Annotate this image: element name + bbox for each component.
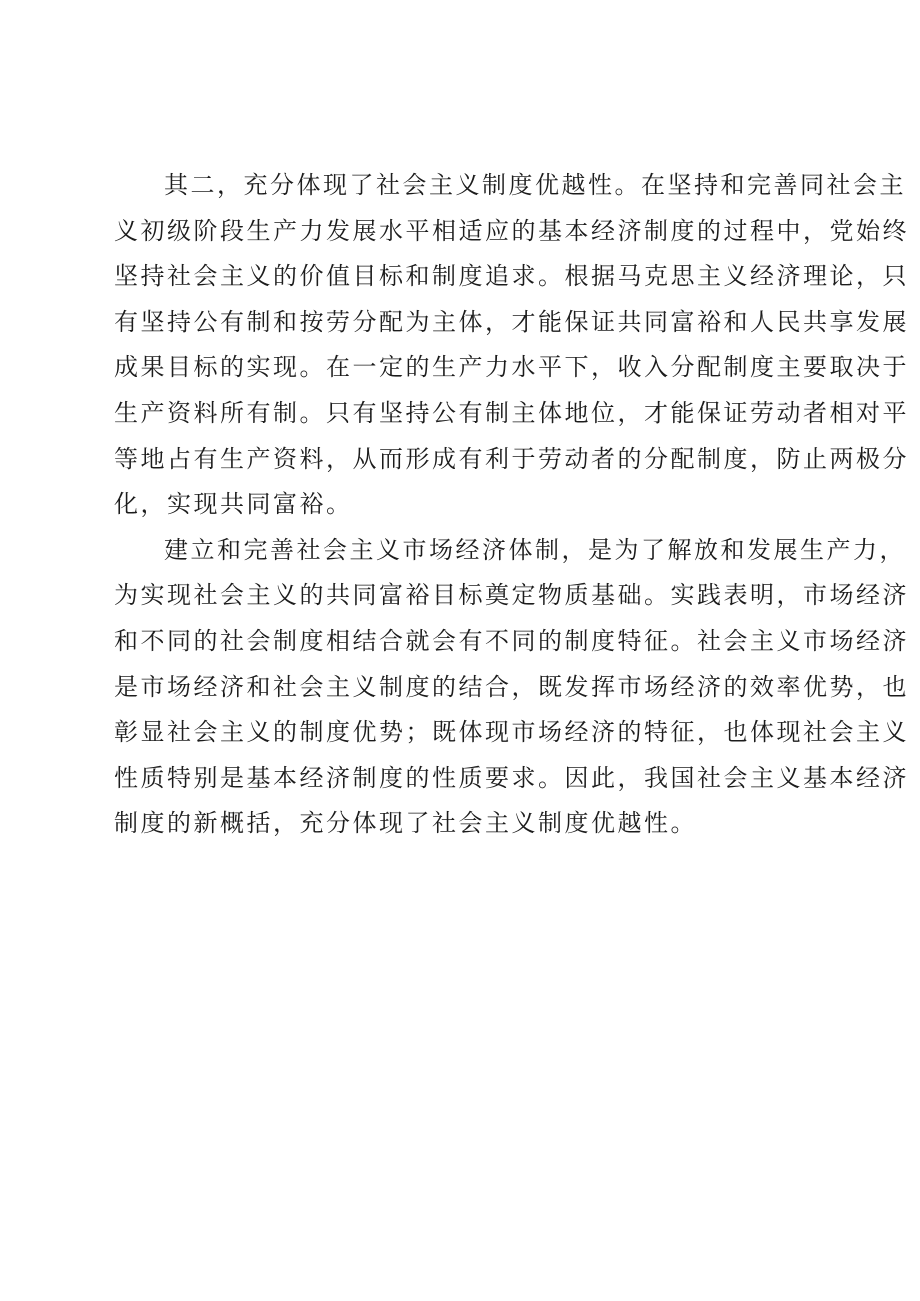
paragraph-2-line-6: 性质特别是基本经济制度的性质要求。因此，我国社会主义基本经济	[114, 763, 909, 792]
paragraph-1-line-1: 其二，充分体现了社会主义制度优越性。在坚持和完善同社会主	[164, 171, 906, 199]
paragraph-1-line-2: 义初级阶段生产力发展水平相适应的基本经济制度的过程中，党始终	[114, 216, 909, 245]
paragraph-1-line-5: 成果目标的实现。在一定的生产力水平下，收入分配制度主要取决于	[114, 353, 909, 382]
paragraph-1-line-3: 坚持社会主义的价值目标和制度追求。根据马克思主义经济理论，只	[114, 262, 909, 291]
paragraph-2-line-3: 和不同的社会制度相结合就会有不同的制度特征。社会主义市场经济	[114, 626, 909, 655]
paragraph-2-line-2: 为实现社会主义的共同富裕目标奠定物质基础。实践表明，市场经济	[114, 581, 909, 610]
paragraph-1-line-8: 化，实现共同富裕。	[114, 490, 353, 519]
paragraph-1-line-4: 有坚持公有制和按劳分配为主体，才能保证共同富裕和人民共享发展	[114, 307, 909, 336]
paragraph-1-line-6: 生产资料所有制。只有坚持公有制主体地位，才能保证劳动者相对平	[114, 398, 909, 427]
paragraph-2-line-1: 建立和完善社会主义市场经济体制，是为了解放和发展生产力，	[164, 535, 906, 564]
paragraph-2-line-5: 彰显社会主义的制度优势；既体现市场经济的特征，也体现社会主义	[114, 718, 909, 747]
paragraph-1	[114, 163, 909, 528]
paragraph-2-line-7: 制度的新概括，充分体现了社会主义制度优越性。	[114, 809, 697, 838]
paragraph-2-line-4: 是市场经济和社会主义制度的结合，既发挥市场经济的效率优势，也	[114, 672, 909, 701]
paragraph-1-line-7: 等地占有生产资料，从而形成有利于劳动者的分配制度，防止两极分	[114, 444, 909, 473]
body-text	[114, 163, 909, 847]
paragraph-2	[114, 528, 909, 847]
